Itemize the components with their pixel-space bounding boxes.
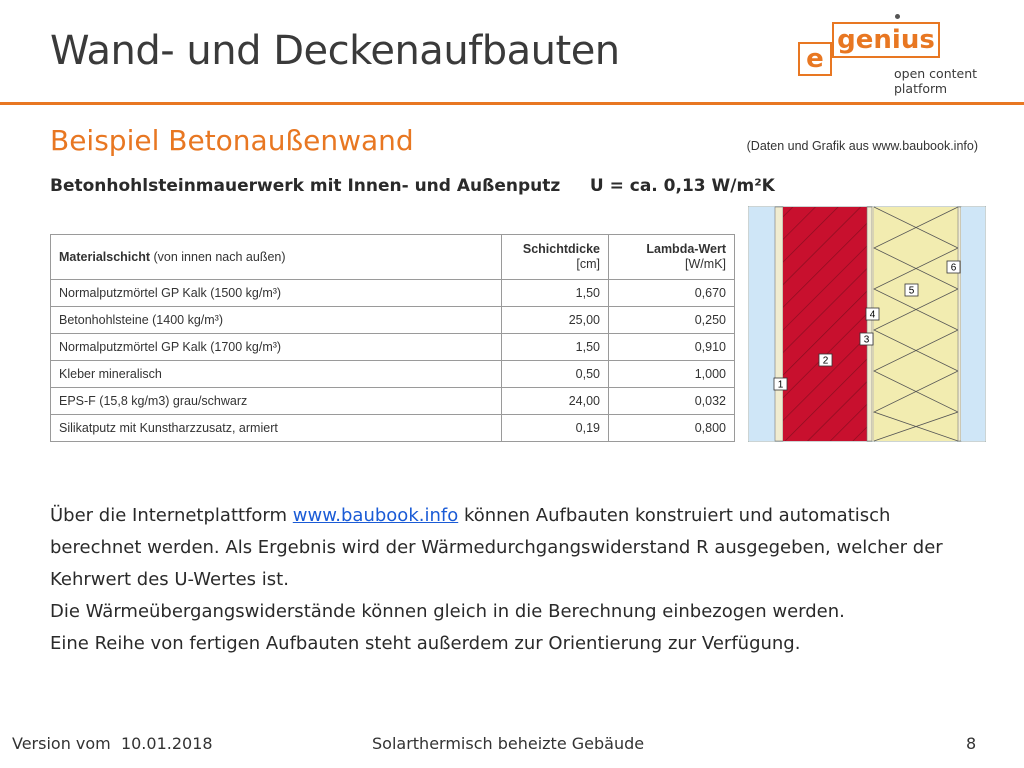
- diagram-label-2: [819, 354, 832, 367]
- exterior-plaster-layer: [867, 207, 872, 441]
- cell-material: Normalputzmörtel GP Kalk (1700 kg/m³): [51, 334, 502, 361]
- cell-lambda: 0,800: [609, 415, 735, 442]
- diagram-label-6-text: 6: [950, 262, 957, 274]
- diagram-label-1-text: 1: [777, 379, 784, 391]
- table-row: [51, 415, 735, 442]
- logo-tagline-line1: open content: [894, 66, 978, 81]
- paragraph-1: [50, 500, 980, 596]
- cell-thickness: 0,50: [502, 361, 609, 388]
- header-material: [51, 235, 502, 280]
- logo-dot: [895, 14, 900, 19]
- cell-thickness: 24,00: [502, 388, 609, 415]
- header-material-rest: (von innen nach außen): [150, 250, 286, 264]
- cell-thickness: 0,19: [502, 415, 609, 442]
- diagram-label-3-text: 3: [863, 334, 870, 346]
- footer-version: Version vom 10.01.2018: [12, 734, 213, 753]
- material-table: [50, 234, 735, 442]
- paragraph-1-start: Über die Internetplattform: [50, 505, 293, 526]
- logo-genius: genius: [832, 22, 940, 58]
- baubook-link[interactable]: www.baubook.info: [292, 505, 459, 526]
- diagram-label-1: [774, 378, 787, 391]
- cell-material: Normalputzmörtel GP Kalk (1500 kg/m³): [51, 280, 502, 307]
- cell-lambda: 1,000: [609, 361, 735, 388]
- section-subtitle: Beispiel Betonaußenwand: [50, 124, 414, 157]
- egenius-logo: [798, 14, 998, 104]
- diagram-label-2-text: 2: [822, 355, 829, 367]
- header-thickness: [502, 235, 609, 280]
- render-layer: [958, 207, 961, 441]
- wall-section-diagram: [748, 206, 986, 442]
- cell-lambda: 0,910: [609, 334, 735, 361]
- header-thickness-label: Schichtdicke: [522, 242, 600, 256]
- diagram-label-4-text: 4: [869, 309, 876, 321]
- wall-description: Betonhohlsteinmauerwerk mit Innen- und Außenputz U = ca. 0,13 W/m²K: [50, 176, 775, 196]
- logo-e: e: [798, 42, 832, 76]
- paragraph-2: Die Wärmeübergangswiderstände können gleich in die Berechnung einbezogen werden.: [50, 601, 845, 622]
- header-material-bold: Materialschicht: [59, 250, 151, 264]
- concrete-hatch: [783, 207, 867, 441]
- logo-tagline: [894, 66, 977, 96]
- table-row: [51, 280, 735, 307]
- header-lambda-unit: [W/mK]: [685, 257, 726, 271]
- header-thickness-unit: [cm]: [576, 257, 600, 271]
- diagram-label-6: [947, 261, 960, 274]
- paragraph-1-end: können Aufbauten konstruiert und automatisch berechnet werden. Als Ergebnis wird der Wärmedurchgangswiderstand R ausgegeben, welcher der Kehrwert des U-Wertes ist.: [50, 505, 943, 590]
- page-title: Wand- und Deckenaufbauten: [50, 28, 620, 74]
- exterior-air-layer: [961, 207, 985, 441]
- diagram-label-3: [860, 333, 873, 346]
- body-text: [50, 500, 980, 660]
- table-header-row: [51, 235, 735, 280]
- logo-tagline-line2: platform: [894, 81, 948, 96]
- paragraph-3: Eine Reihe von fertigen Aufbauten steht außerdem zur Orientierung zur Verfügung.: [50, 633, 801, 654]
- cell-lambda: 0,250: [609, 307, 735, 334]
- interior-air-layer: [749, 207, 775, 441]
- table-row: [51, 334, 735, 361]
- cell-thickness: 1,50: [502, 280, 609, 307]
- header-lambda-label: Lambda-Wert: [646, 242, 726, 256]
- cell-lambda: 0,032: [609, 388, 735, 415]
- header-lambda: [609, 235, 735, 280]
- cell-material: Silikatputz mit Kunstharzzusatz, armiert: [51, 415, 502, 442]
- interior-plaster-layer: [775, 207, 783, 441]
- table-row: [51, 361, 735, 388]
- footer-page-number: 8: [966, 734, 977, 753]
- cell-lambda: 0,670: [609, 280, 735, 307]
- cell-material: EPS-F (15,8 kg/m3) grau/schwarz: [51, 388, 502, 415]
- cell-material: Betonhohlsteine (1400 kg/m³): [51, 307, 502, 334]
- diagram-label-4: [866, 308, 879, 321]
- diagram-label-5: [905, 284, 918, 297]
- table-row: [51, 307, 735, 334]
- adhesive-layer: [869, 207, 876, 441]
- diagram-label-5-text: 5: [908, 285, 915, 297]
- source-note: (Daten und Grafik aus www.baubook.info): [746, 139, 978, 153]
- cell-thickness: 25,00: [502, 307, 609, 334]
- cell-thickness: 1,50: [502, 334, 609, 361]
- table-row: [51, 388, 735, 415]
- footer-title: Solarthermisch beheizte Gebäude: [372, 734, 645, 753]
- cell-material: Kleber mineralisch: [51, 361, 502, 388]
